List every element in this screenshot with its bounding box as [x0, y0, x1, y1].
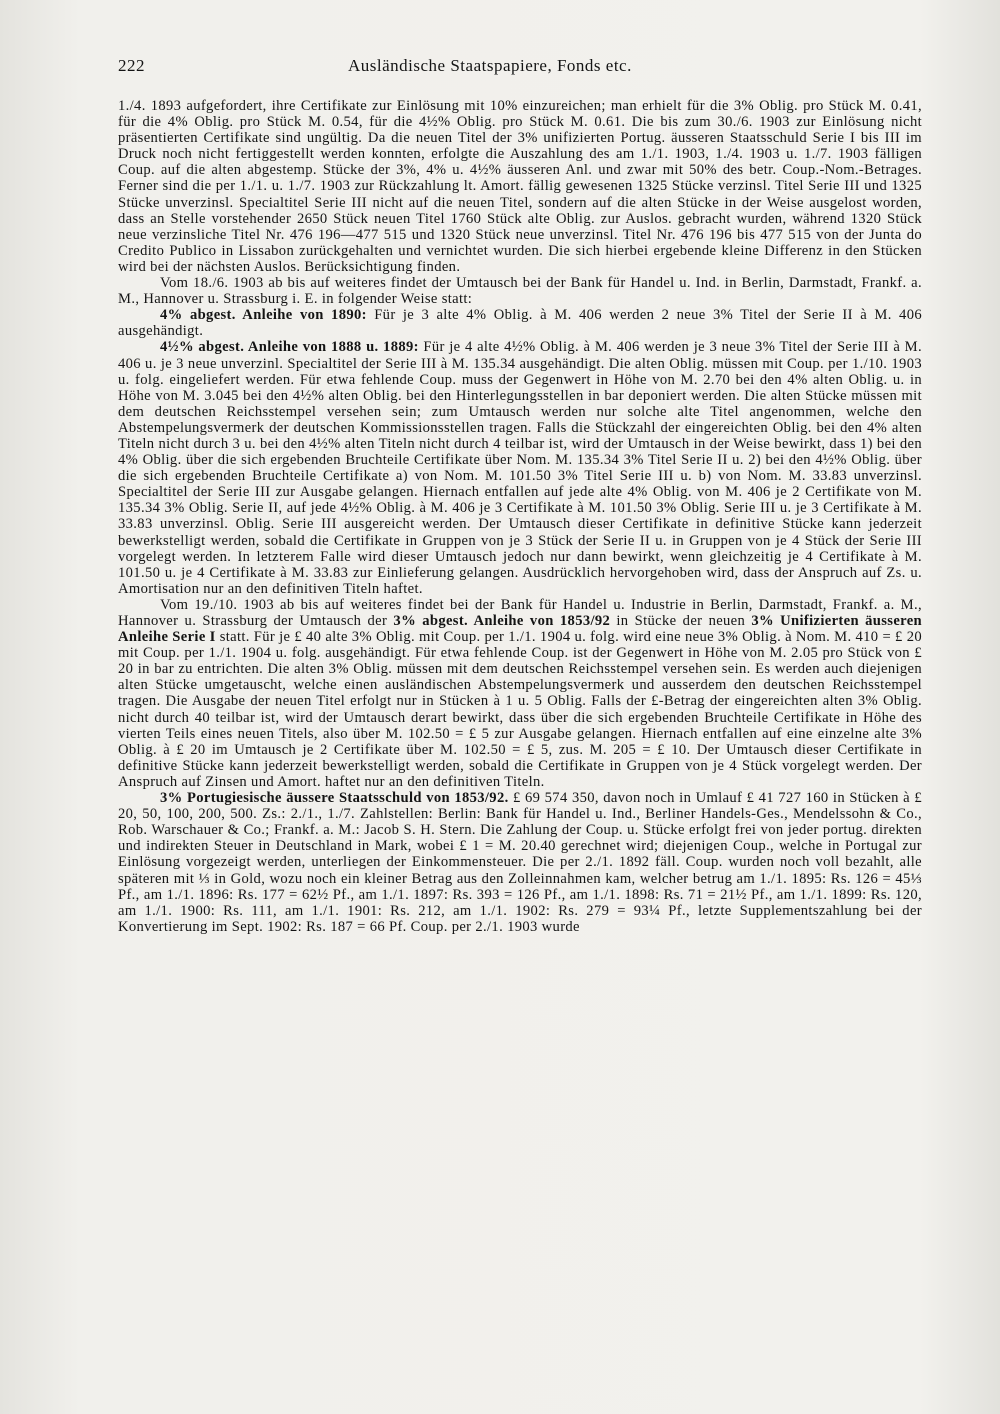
section-heading: 4% abgest. Anleihe von 1890: [160, 307, 367, 324]
body-text [118, 98, 922, 935]
text-segment: in Stücke der neuen [610, 613, 752, 629]
text-segment: £ 69 574 350, davon noch in Umlauf £ 41 727 160 in Stücken à £ 20, 50, 100, 200, 500. Zs.: 2./1., 1./7. Zahlstellen: Berlin: Bank für Handel u. Ind., Berliner Handels-Ges., Mendelssohn & Co., Rob. Warschauer & Co.; Frankf. a. M.: Jacob S. H. Stern. Die Zahlung der Coup. u. Stücke erfolgt frei von jeder portug. direkten und indirekten Steuer in Deutschland in Mark, wobei £ 1 = M. 20.40 gerechnet wird; diejenigen Coup., welche in Portugal zur Einlösung vorgezeigt werden, unterliegen der Einkommensteuer. Die per 2./1. 1892 fäll. Coup. wurden noch voll bezahlt, alle späteren mit ⅓ in Gold, wozu noch ein kleiner Betrag aus den Zolleinnahmen kam, welcher betrug am 1./1. 1895: Rs. 126 = 45⅓ Pf., am 1./1. 1896: Rs. 177 = 62½ Pf., am 1./1. 1897: Rs. 393 = 126 Pf., am 1./1. 1898: Rs. 71 = 21½ Pf., am 1./1. 1899: Rs. 120, am 1./1. 1900: Rs. 111, am 1./1. 1901: Rs. 212, am 1./1. 1902: Rs. 279 = 93¼ Pf., letzte Supplementszahlung bei der Konvertierung im Sept. 1902: Rs. 187 = 66 Pf. Coup. per 2./1. 1903 wurde [118, 790, 923, 935]
text-segment: Vom 19./10. 1903 ab bis auf weiteres findet bei der Bank für Handel u. Industrie in Berlin, Darmstadt, Frankf. a. M., Hannover u. Strassburg der Umtausch der [118, 596, 922, 629]
inline-heading: 3% abgest. Anleihe von 1853/92 [393, 613, 611, 629]
running-title: Ausländische Staatspapiere, Fonds etc. [348, 56, 632, 75]
text-segment: Für je 4 alte 4½% Oblig. à M. 406 werden je 3 neue 3% Titel der Serie III à M. 406 u. je 3 neue unverzinl. Specialtitel der Serie III à M. 135.34 ausgehändigt. Die alten Oblig. müssen mit Coup. per 1./10. 1903 u. folg. eingeliefert werden. Für etwa fehlende Coup. muss der Gegenwert in Höhe von M. 2.70 bei den 4% alten Oblig. u. in Höhe von M. 3.045 bei den 4½% alten Oblig. bei den Hinterlegungsstellen in bar deponiert werden. Die alten Stücke müssen mit dem deutschen Reichsstempel versehen sein; zum Umtausch werden nur solche alte Titel angenommen, welche den Abstempelungsvermerk der deutschen Kommissionsstellen tragen. Falls die Stückzahl der eingereichten Oblig. bei den 4% alten Titeln nicht durch 3 u. bei den 4½% alten Titeln nicht durch 4 teilbar ist, wird der Umtausch in der Weise bewirkt, dass 1) bei den 4% Oblig. über die sich ergebenden Bruchteile Certifikate über Nom. M. 135.34 3% Titel Serie II u. 2) bei den 4½% Oblig. über die sich ergebenden Bruchteile Certifikate a) von Nom. M. 101.50 3% Titel Serie III u. b) von Nom. M. 33.83 unverzinsl. Specialtitel der Serie III zur Ausgabe gelangen. Hiernach entfallen auf jede alte 4% Oblig. von M. 406 je 2 Certifikate von M. 135.34 3% Oblig. Serie II, auf jede 4½% Oblig. à M. 406 je 3 Certifikate à M. 101.50 3% Oblig. Serie III u. je 3 Certifikate à M. 33.83 unverzinsl. Oblig. Serie III ausgereicht werden. Der Umtausch dieser Certifikate in definitive Stücke kann jederzeit bewerkstelligt werden, sobald die Certifikate in Gruppen von je 3 Stück der Serie II u. in Gruppen von je 4 Stück der Serie III vorgelegt werden. In letzterem Falle wird dieser Umtausch jedoch nur dann bewirkt, wenn gleichzeitig je 4 Certifikate à M. 101.50 u. je 4 Certifikate à M. 33.83 zur Einlieferung gelangen. Ausdrücklich hervorgehoben wird, dass der Anspruch auf Zs. u. Amortisation nur an den definitiven Titeln haftet. [118, 339, 922, 597]
paragraph-certifikate [118, 98, 922, 275]
page-header [118, 56, 922, 76]
section-heading: 4½% abgest. Anleihe von 1888 u. 1889: [160, 339, 419, 356]
paragraph-anleihe-1890 [118, 307, 922, 339]
text-segment: Für je 3 alte 4% Oblig. à M. 406 werden 2 neue 3% Titel der Serie II à M. 406 ausgehändigt. [118, 307, 922, 340]
page-number: 222 [118, 56, 145, 75]
section-heading: 3% Portugiesische äussere Staatsschuld von 1853/92. [160, 790, 509, 807]
text-segment: 1./4. 1893 aufgefordert, ihre Certifikate zur Einlösung mit 10% einzureichen; man erhielt für die 3% Oblig. pro Stück M. 0.41, für die 4% Oblig. pro Stück M. 0.54, für die 4½% Oblig. pro Stück M. 0.61. Die bis zum 30./6. 1903 zur Einlösung nicht präsentierten Certifikate sind ungültig. Da die neuen Titel der 3% unifizierten Portug. äusseren Staatsschuld Serie I bis III im Druck noch nicht fertiggestellt werden konnten, erfolgte die Auszahlung des am 1./1. 1903, 1./4. 1903 u. 1./7. 1903 fälligen Coup. auf die alten abgestemp. Stücke der 3%, 4% u. 4½% äusseren Anl. und zwar mit 50% des betr. Coup.-Nom.-Betrages. Ferner sind die per 1./1. u. 1./7. 1903 zur Rückzahlung lt. Amort. fällig gewesenen 1325 Stücke verzinsl. Titel Serie III und 1325 Stücke unverzinsl. Specialtitel Serie III nicht auf die neuen Titel, sondern auf die alten Stücke in der Weise ausgelost worden, dass an Stelle vorstehender 2650 Stück neuen Titel 1760 Stück alte Oblig. zur Auslos. gebracht wurden, während 1320 Stück neue verzinsliche Titel Nr. 476 196—477 515 und 1320 Stück neue unverzinsl. Titel Nr. 476 196 bis 477 515 von der Junta do Credito Publico in Lissabon zurückgehalten und vernichtet wurden. Die sich hierbei ergebende kleine Differenz in den Stücken wird bei der nächsten Auslos. Berücksichtigung finden. [118, 98, 922, 275]
paragraph-portugiesische-staatsschuld [118, 790, 922, 935]
text-segment: Vom 18./6. 1903 ab bis auf weiteres findet der Umtausch bei der Bank für Handel u. Ind. in Berlin, Darmstadt, Frankf. a. M., Hannover u. Strassburg i. E. in folgender Weise statt: [118, 275, 922, 308]
text-segment: statt. Für je £ 40 alte 3% Oblig. mit Coup. per 1./1. 1904 u. folg. wird eine neue 3% Oblig. à Nom. M. 410 = £ 20 mit Coup. per 1./1. 1904 u. folg. ausgehändigt. Für etwa fehlende Coup. ist der Gegenwert in Höhe von M. 2.05 pro Stück von £ 20 in bar zu entrichten. Die alten 3% Oblig. müssen mit dem deutschen Reichsstempel versehen sein. Es werden auch diejenigen alten Stücke umgetauscht, welche einen ausländischen Abstempelungsvermerk und ausserdem den deutschen Reichsstempel tragen. Die Ausgabe der neuen Titel erfolgt nur in Stücken à 1 u. 5 Oblig. Falls der £-Betrag der eingereichten alten 3% Oblig. nicht durch 40 teilbar ist, wird der Umtausch derart bewirkt, dass über die sich ergebenden Bruchteile Certifikate in Höhe des vierten Teils eines neuen Titels, also über M. 102.50 = £ 5 zur Ausgabe gelangen. Hiernach entfallen auf eine einzelne alte 3% Oblig. à £ 20 im Umtausch je 2 Certifikate über M. 102.50 = £ 5, zus. M. 205 = £ 10. Der Umtausch dieser Certifikate in definitive Stücke kann jederzeit bewerkstelligt werden, sobald die Certifikate in Gruppen von je 4 Stück vorgelegt werden. Der Anspruch auf Zinsen und Amort. haftet nur an den definitiven Titeln. [118, 629, 923, 790]
paragraph-anleihe-1888-1889 [118, 339, 922, 597]
paragraph-umtausch-intro [118, 275, 922, 307]
paragraph-anleihe-1853-92-umtausch [118, 597, 922, 790]
inline-heading: 3% Unifizierten äusseren Anleihe Serie I [118, 613, 922, 646]
